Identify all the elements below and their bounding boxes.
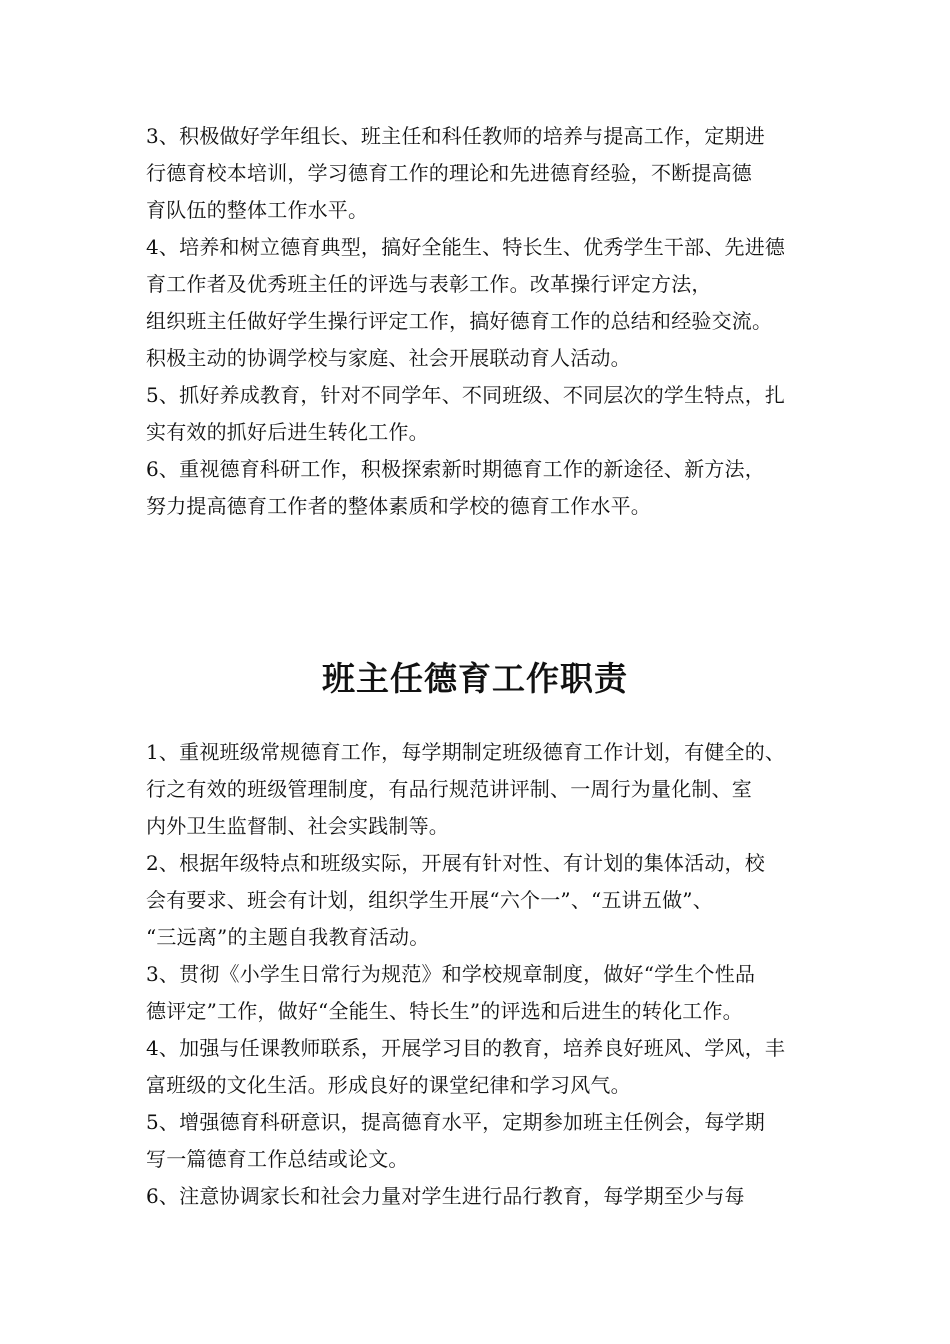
paragraph-line: 积极主动的协调学校与家庭、社会开展联动育人活动。 (146, 346, 631, 370)
paragraph-line: 育工作者及优秀班主任的评选与表彰工作。改革操行评定方法， (146, 272, 712, 296)
paragraph-line: 3、贯彻《小学生日常行为规范》和学校规章制度，做好“学生个性品 (146, 962, 756, 986)
paragraph-line: 实有效的抓好后进生转化工作。 (146, 420, 429, 444)
paragraph-line: 组织班主任做好学生操行评定工作，搞好德育工作的总结和经验交流。 (146, 309, 773, 333)
paragraph-line: 3、积极做好学年组长、班主任和科任教师的培养与提高工作，定期进 (146, 124, 765, 148)
paragraph-line: 富班级的文化生活。形成良好的课堂纪律和学习风气。 (146, 1073, 631, 1097)
paragraph-line: 育队伍的整体工作水平。 (146, 198, 369, 222)
paragraph-line: 4、培养和树立德育典型，搞好全能生、特长生、优秀学生干部、先进德 (146, 235, 786, 259)
paragraph-line: 6、重视德育科研工作，积极探索新时期德育工作的新途径、新方法， (146, 457, 765, 481)
paragraph-line: 4、加强与任课教师联系，开展学习目的教育，培养良好班风、学风，丰 (146, 1036, 786, 1060)
paragraph-line: 5、增强德育科研意识，提高德育水平，定期参加班主任例会，每学期 (146, 1110, 765, 1134)
paragraph-line: 6、注意协调家长和社会力量对学生进行品行教育，每学期至少与每 (146, 1184, 745, 1208)
paragraph-line: 德评定”工作，做好“全能生、特长生”的评选和后进生的转化工作。 (146, 999, 743, 1023)
paragraph-line: 行德育校本培训，学习德育工作的理论和先进德育经验，不断提高德 (146, 161, 752, 185)
paragraph-line: 内外卫生监督制、社会实践制等。 (146, 814, 449, 838)
paragraph-line: 行之有效的班级管理制度，有品行规范讲评制、一周行为量化制、室 (146, 777, 752, 801)
paragraph-line: 努力提高德育工作者的整体素质和学校的德育工作水平。 (146, 494, 651, 518)
paragraph-line: 1、重视班级常规德育工作，每学期制定班级德育工作计划，有健全的、 (146, 740, 786, 764)
paragraph-line: “三远离”的主题自我教育活动。 (146, 925, 430, 949)
paragraph-line: 会有要求、班会有计划，组织学生开展“六个一”、“五讲五做”、 (146, 888, 713, 912)
paragraph-line: 写一篇德育工作总结或论文。 (146, 1147, 409, 1171)
section-title: 班主任德育工作职责 (322, 659, 628, 698)
paragraph-line: 2、根据年级特点和班级实际，开展有针对性、有计划的集体活动，校 (146, 851, 765, 875)
paragraph-line: 5、抓好养成教育，针对不同学年、不同班级、不同层次的学生特点，扎 (146, 383, 786, 407)
